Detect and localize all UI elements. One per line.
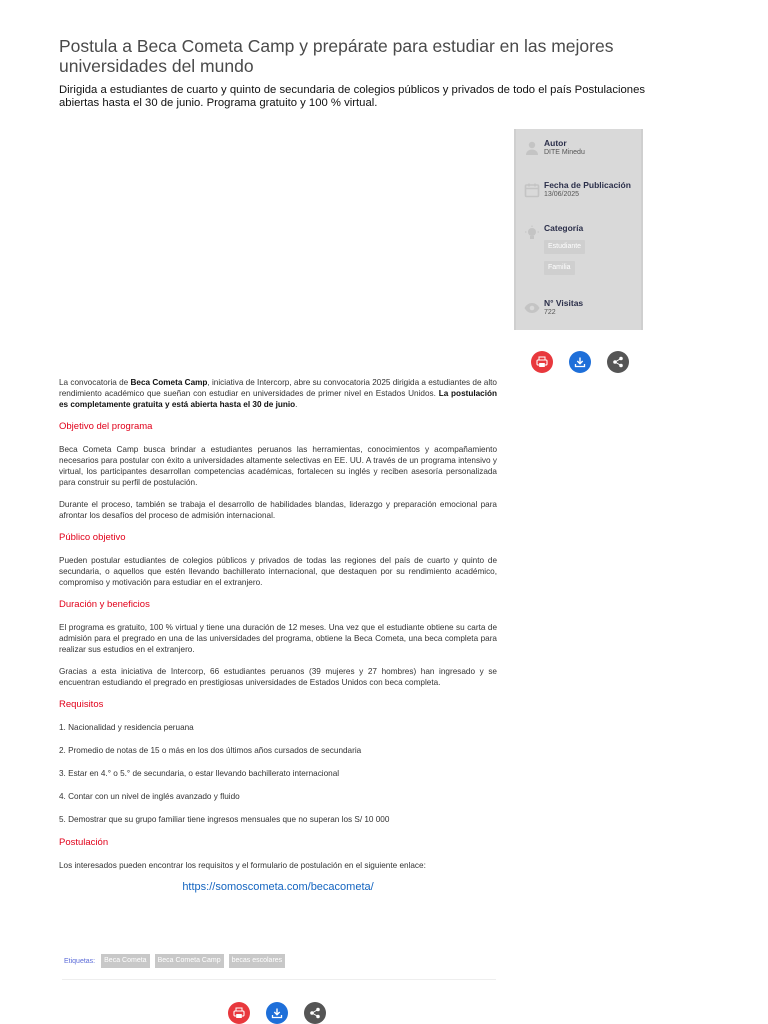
user-icon <box>524 140 540 156</box>
publication-date-value: 13/06/2025 <box>544 191 580 198</box>
list-item: 1. Nacionalidad y residencia peruana <box>59 723 194 732</box>
print-button[interactable] <box>531 351 553 373</box>
download-icon <box>574 356 586 368</box>
application-link[interactable]: https://somoscometa.com/becacometa/ <box>182 881 374 893</box>
section-heading-objetivo: Objetivo del programa <box>59 421 153 432</box>
article-lead: Dirigida a estudiantes de cuarto y quinto de secundaria de colegios públicos y privados de todo el país Postulaciones abiertas hasta el 30 de junio. Programa gratuito y 100 % virtual. <box>59 84 645 109</box>
share-icon <box>309 1007 321 1019</box>
requirements-list <box>59 722 497 825</box>
section-heading-postulacion: Postulación <box>59 837 109 848</box>
printer-icon <box>233 1007 245 1019</box>
tags-label: Etiquetas: <box>64 957 96 965</box>
category-tag-estudiante[interactable]: Estudiante <box>544 240 585 254</box>
section-heading-duracion: Duración y beneficios <box>59 599 150 610</box>
publication-date-label: Fecha de Publicación <box>544 180 631 190</box>
lightbulb-icon <box>524 225 540 241</box>
visits-label: N° Visitas <box>544 298 584 308</box>
tag-beca-cometa[interactable]: Beca Cometa <box>101 954 149 968</box>
list-item: 4. Contar con un nivel de inglés avanzado y fluido <box>59 792 240 801</box>
visits-value: 722 <box>544 309 556 316</box>
share-button[interactable] <box>607 351 629 373</box>
duracion-paragraph-2: Gracias a esta iniciativa de Intercorp, 66 estudiantes peruanos (39 mujeres y 27 hombres) han ingresado y se encuentran estudiando el pregrado en prestigiosas universidades de Estados Unidos con beca completa. <box>59 667 497 687</box>
download-button[interactable] <box>569 351 591 373</box>
tag-beca-cometa-camp[interactable]: Beca Cometa Camp <box>155 954 224 968</box>
article-body <box>59 377 497 893</box>
author-label: Autor <box>544 138 567 148</box>
application-link-row <box>59 882 497 893</box>
eye-icon <box>524 300 540 316</box>
calendar-icon <box>524 182 540 198</box>
deadline-highlight: La postulación es completamente gratuita y está abierta hasta el 30 de junio <box>59 389 498 409</box>
section-heading-publico: Público objetivo <box>59 532 126 543</box>
category-label: Categoría <box>544 223 584 233</box>
tags-row <box>64 954 285 968</box>
tag-becas-escolares[interactable]: becas escolares <box>229 954 286 968</box>
list-item: 5. Demostrar que su grupo familiar tiene ingresos mensuales que no superan los S/ 10 000 <box>59 815 390 824</box>
publico-paragraph-1: Pueden postular estudiantes de colegios públicos y privados de todas las regiones del país de cuarto y quinto de secundaria, o aquellos que estén llevando bachillerato internacional, que destaquen por su rendimiento académico, compromiso y motivación para estudiar en el extranjero. <box>59 556 497 587</box>
print-button[interactable] <box>228 1002 250 1024</box>
list-item: 3. Estar en 4.° o 5.° de secundaria, o estar llevando bachillerato internacional <box>59 769 340 778</box>
author-value: DITE Minedu <box>544 149 585 156</box>
share-icon <box>612 356 624 368</box>
page-title: Postula a Beca Cometa Camp y prepárate para estudiar en las mejores universidades del mundo <box>59 36 614 76</box>
share-button[interactable] <box>304 1002 326 1024</box>
divider <box>62 979 496 980</box>
article-intro: La convocatoria de Beca Cometa Camp, iniciativa de Intercorp, abre su convocatoria 2025 dirigida a estudiantes de alto rendimiento académico que sueñan con estudiar en universidades de primer nivel en Estados Unidos. La postulación es completamente gratuita y está abierta hasta el 30 de junio. <box>59 378 498 409</box>
article-actions-bottom <box>228 1002 326 1024</box>
objetivo-paragraph-1: Beca Cometa Camp busca brindar a estudiantes peruanos las herramientas, conocimientos y acompañamiento necesarios para postular con éxito a universidades altamente selectivas en EE. UU. A través de un programa intensivo y virtual, los participantes desarrollan competencias académicas, fortalecen su inglés y reciben asesoría personalizada para construir su perfil de postulación. <box>59 445 497 487</box>
objetivo-paragraph-2: Durante el proceso, también se trabaja el desarrollo de habilidades blandas, liderazgo y preparación emocional para afrontar los desafíos del proceso de admisión internacional. <box>59 500 497 520</box>
section-heading-requisitos: Requisitos <box>59 699 104 710</box>
download-icon <box>271 1007 283 1019</box>
download-button[interactable] <box>266 1002 288 1024</box>
postulacion-paragraph: Los interesados pueden encontrar los requisitos y el formulario de postulación en el siguiente enlace: <box>59 861 426 870</box>
program-name: Beca Cometa Camp <box>130 378 208 387</box>
list-item: 2. Promedio de notas de 15 o más en los dos últimos años cursados de secundaria <box>59 746 362 755</box>
category-tag-familia[interactable]: Familia <box>544 261 575 275</box>
article-info-card <box>514 129 643 330</box>
duracion-paragraph-1: El programa es gratuito, 100 % virtual y tiene una duración de 12 meses. Una vez que el estudiante obtiene su carta de admisión para el pregrado en una de las universidades del programa, obtiene la Beca Cometa, una beca completa para realizar sus estudios en el extranjero. <box>59 623 497 654</box>
printer-icon <box>536 356 548 368</box>
article-actions-top <box>531 351 629 373</box>
